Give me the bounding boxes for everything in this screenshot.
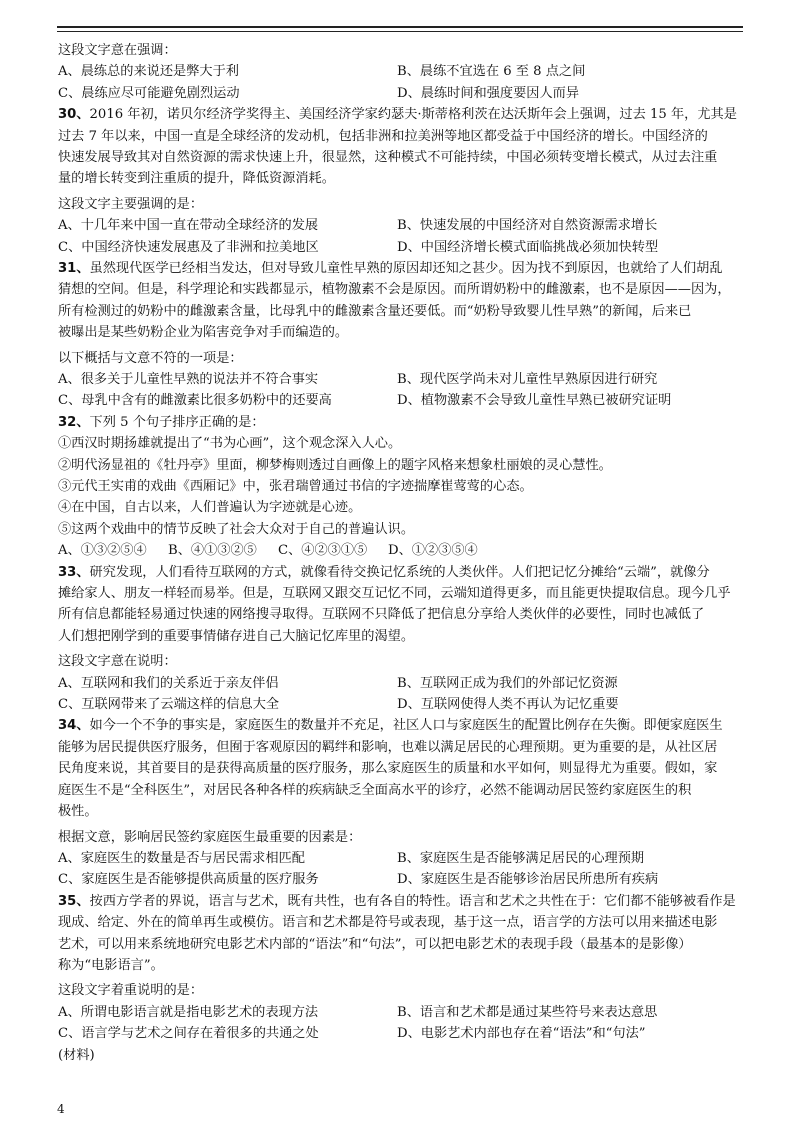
q31-line-3: 所有检测过的奶粉中的雌激素含量，比母乳中的雌激素含量还要低。而“奶粉导致婴儿性早熟”的新闻，后来已 <box>58 303 692 319</box>
q35-trailer: (材料) <box>58 1047 95 1063</box>
q30-option-c[interactable]: C、中国经济快速发展惠及了非洲和拉美地区 <box>58 239 319 255</box>
header-rule-thin <box>57 31 743 32</box>
q30-options-row2 <box>58 237 748 258</box>
q33-option-c[interactable]: C、互联网带来了云端这样的信息大全 <box>58 697 280 713</box>
q30-line-3: 快速发展导致其对自然资源的需求快速上升，很显然，这种模式不可能持续，中国必须转变增长模式，从过去注重 <box>58 150 718 165</box>
q32-option-c[interactable]: C、④②③①⑤ <box>278 543 368 559</box>
q32-option-a[interactable]: A、①③②⑤④ <box>58 543 147 559</box>
q34-options-row2 <box>58 869 748 890</box>
q30-line-1: 30、2016 年初，诺贝尔经济学奖得主、美国经济学家约瑟夫·斯蒂格利茨在达沃斯年会上强调，过去 15 年，尤其是 <box>58 107 737 123</box>
q35-line-3: 艺术，可以用来系统地研究电影艺术内部的“语法”和“句法”，可以把电影艺术的表现手段（最基本的是影像） <box>58 936 692 952</box>
q29-option-b[interactable]: B、晨练不宜选在 6 至 8 点之间 <box>397 64 586 80</box>
q29-option-d[interactable]: D、晨练时间和强度要因人而异 <box>397 85 580 101</box>
q29-options-row2 <box>58 83 748 104</box>
q34-option-a[interactable]: A、家庭医生的数量是否与居民需求相匹配 <box>58 850 305 866</box>
q34-options-row1 <box>58 848 748 869</box>
q32-sentence-5: ⑤这两个戏曲中的情节反映了社会大众对于自己的普遍认识。 <box>58 521 415 537</box>
q32-sentence-3: ③元代王实甫的戏曲《西厢记》中，张君瑞曾通过书信的字迹揣摩崔莺莺的心态。 <box>58 479 533 495</box>
q35-options-row2 <box>58 1023 748 1044</box>
q32-option-b[interactable]: B、④①③②⑤ <box>168 543 257 559</box>
q31-line-1: 31、虽然现代医学已经相当发达，但对导致儿童性早熟的原因却还知之甚少。因为找不到原因，也就给了人们胡乱 <box>58 261 723 276</box>
q31-option-d[interactable]: D、植物激素不会导致儿童性早熟已被研究证明 <box>397 393 672 409</box>
q35-option-a[interactable]: A、所谓电影语言就是指电影艺术的表现方法 <box>58 1004 319 1020</box>
q32-option-d[interactable]: D、①②③⑤④ <box>388 543 478 559</box>
q34-line-5: 极性。 <box>58 804 98 820</box>
q35-options-row1 <box>58 1002 748 1023</box>
q30-number: 30、 <box>58 107 90 123</box>
q30-option-b[interactable]: B、快速发展的中国经济对自然资源需求增长 <box>397 218 658 234</box>
q34-line-4: 庭医生不是“全科医生”，对居民各种各样的疾病缺乏全面高水平的诊疗，必然不能调动居民签约家庭医生的积 <box>58 782 692 798</box>
page-number: 4 <box>57 1102 65 1116</box>
q35-option-b[interactable]: B、语言和艺术都是通过某些符号来表达意思 <box>397 1004 658 1020</box>
q30-option-a[interactable]: A、十几年来中国一直在带动全球经济的发展 <box>58 218 319 234</box>
q35-prompt: 这段文字着重说明的是： <box>58 983 204 999</box>
q29-option-c[interactable]: C、晨练应尽可能避免剧烈运动 <box>58 85 240 101</box>
q34-line-1: 34、如今一个不争的事实是，家庭医生的数量并不充足，社区人口与家庭医生的配置比例存在失衡。即便家庭医生 <box>58 718 723 734</box>
q29-options-row1 <box>58 61 748 82</box>
q32-title: 32、下列 5 个句子排序正确的是： <box>58 414 265 430</box>
q31-line-2: 猜想的空间。但是，科学理论和实践都显示，植物激素不会是原因。而所谓奶粉中的雌激素，也不是原因——因为， <box>58 282 731 298</box>
q30-line-4: 量的增长转变到注重质的提升，降低资源消耗。 <box>58 171 335 187</box>
q29-option-a[interactable]: A、晨练总的来说还是弊大于利 <box>58 64 239 80</box>
q30-prompt: 这段文字主要强调的是： <box>58 196 204 212</box>
q33-options-row1 <box>58 673 748 694</box>
q31-options-row1 <box>58 369 748 390</box>
q33-option-b[interactable]: B、互联网正成为我们的外部记忆资源 <box>397 675 618 691</box>
q34-option-b[interactable]: B、家庭医生是否能够满足居民的心理预期 <box>397 850 645 866</box>
q32-sentence-1: ①西汉时期扬雄就提出了“书为心画”，这个观念深入人心。 <box>58 436 402 452</box>
q32-options-row <box>58 540 748 561</box>
q34-option-d[interactable]: D、家庭医生是否能够诊治居民所患所有疾病 <box>397 872 659 888</box>
q30-line-2: 过去 7 年以来，中国一直是全球经济的发动机，包括非洲和拉美洲等地区都受益于中国经济的增长。中国经济的 <box>58 128 708 144</box>
page-content <box>58 40 748 1066</box>
q31-option-c[interactable]: C、母乳中含有的雌激素比很多奶粉中的还要高 <box>58 393 332 409</box>
q33-prompt: 这段文字意在说明： <box>58 654 177 670</box>
q35-line-1: 35、按西方学者的界说，语言与艺术，既有共性，也有各自的特性。语言和艺术之共性在于：它们都不能够被看作是 <box>58 893 736 909</box>
q34-line-2: 能够为居民提供医疗服务，但囿于客观原因的羁绊和影响，也难以满足居民的心理预期。更为重要的是，从社区居 <box>58 739 718 755</box>
q31-option-b[interactable]: B、现代医学尚未对儿童性早熟原因进行研究 <box>397 372 658 388</box>
q31-line-4: 被曝出是某些奶粉企业为陷害竞争对手而编造的。 <box>58 325 349 341</box>
q31-option-a[interactable]: A、很多关于儿童性早熟的说法并不符合事实 <box>58 372 319 388</box>
q32-sentence-2: ②明代汤显祖的《牡丹亭》里面，柳梦梅则透过自画像上的题字风格来想象杜丽娘的灵心慧性。 <box>58 457 612 473</box>
q33-line-1: 33、研究发现，人们看待互联网的方式，就像看待交换记忆系统的人类伙伴。人们把记忆分摊给“云端”，就像分 <box>58 564 710 580</box>
q35-line-2: 现成、给定、外在的简单再生或模仿。语言和艺术都是符号或表现，基于这一点，语言学的方法可以用来描述电影 <box>58 915 718 931</box>
q35-line-4: 称为“电影语言”。 <box>58 957 164 973</box>
q33-line-3: 所有信息都能轻易通过快速的网络搜寻取得。互联网不只降低了把信息分享给人类伙伴的必要性，同时也减低了 <box>58 607 705 623</box>
q33-options-row2 <box>58 694 748 715</box>
q33-option-d[interactable]: D、互联网使得人类不再认为记忆重要 <box>397 697 619 713</box>
q31-options-row2 <box>58 390 748 411</box>
q29-prompt: 这段文字意在强调： <box>58 43 177 58</box>
q35-option-c[interactable]: C、语言学与艺术之间存在着很多的共通之处 <box>58 1026 319 1042</box>
q34-line-3: 民角度来说，其首要目的是获得高质量的医疗服务，那么家庭医生的质量和水平如何，则显得尤为重要。假如，家 <box>58 761 718 777</box>
q30-options-row1 <box>58 215 748 236</box>
header-rule <box>57 26 743 28</box>
q33-number: 33、 <box>58 564 90 580</box>
q32-sentence-4: ④在中国，自古以来，人们普遍认为字迹就是心迹。 <box>58 500 362 516</box>
q34-prompt: 根据文意，影响居民签约家庭医生最重要的因素是： <box>58 829 362 845</box>
q32-number: 32、 <box>58 414 90 430</box>
q35-number: 35、 <box>58 893 90 909</box>
q33-line-4: 人们想把刚学到的重要事情储存进自己大脑记忆库里的渴望。 <box>58 628 415 644</box>
q34-option-c[interactable]: C、家庭医生是否能够提供高质量的医疗服务 <box>58 872 319 888</box>
q30-option-d[interactable]: D、中国经济增长模式面临挑战必须加快转型 <box>397 239 659 255</box>
q33-line-2: 摊给家人、朋友一样轻而易举。但是，互联网又跟交互记忆不同，云端知道得更多，而且能更快提取信息。现今几乎 <box>58 586 731 602</box>
q31-prompt: 以下概括与文意不符的一项是： <box>58 350 243 366</box>
q35-option-d[interactable]: D、电影艺术内部也存在着“语法”和“句法” <box>397 1026 646 1042</box>
q33-option-a[interactable]: A、互联网和我们的关系近于亲友伴侣 <box>58 675 279 691</box>
q34-number: 34、 <box>58 718 90 734</box>
q31-number: 31、 <box>58 261 90 276</box>
